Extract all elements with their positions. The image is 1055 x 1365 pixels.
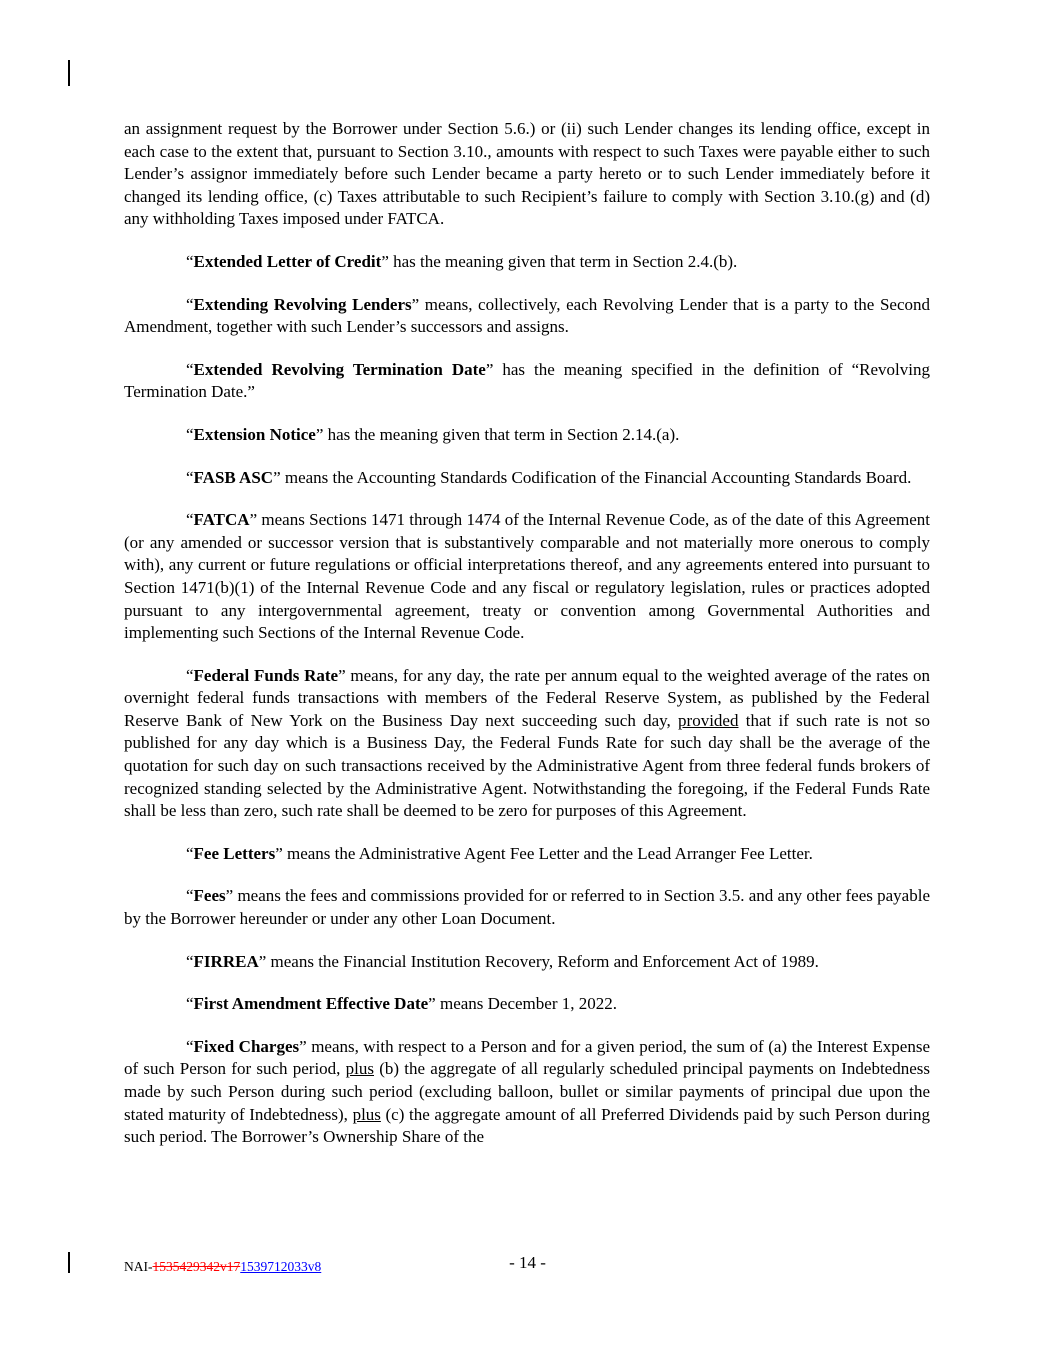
text-run: ” means Sections 1471 through 1474 of the Internal Revenue Code, as of the date of this Agreement (or any amended or successor version that is substantively comparable and not materially more onerous to comply with), any current or future regulations or official interpretations thereof, and any agreements entered into pursuant to Section 1471(b)(1) of the Internal Revenue Code and any fiscal or regulatory legislation, rules or practices adopted pursuant to any intergovernmental agreement, treaty or convention among Governmental Authorities and implementing such Sections of the Internal Revenue Code. [124,510,930,643]
text-run: ” means December 1, 2022. [428,994,617,1014]
paragraph [124,424,930,447]
document-id-inserted: 1539712033v8 [240,1259,322,1274]
text-run: ” means, with respect to a Person and for a given period, the sum of (a) the Interest Expense of such Person for such period, [124,1036,931,1079]
defined-term: Fee Letters [193,843,276,863]
document-id [124,1259,321,1275]
text-run: an assignment request by the Borrower under Section 5.6.) or (ii) such Lender changes its lending office, except in each case to the extent that, pursuant to Section 3.10., amounts with respect to such Taxes were payable either to such Lender’s assignor immediately before such Lender became a party hereto or to such Lender immediately before it changed its lending office, (c) Taxes attributable to such Recipient’s failure to comply with Section 3.10.(g) and (d) any withholding Taxes imposed under FATCA. [124,119,930,229]
document-id-deleted: 1535429342v17 [152,1259,241,1274]
paragraph [124,359,930,404]
defined-term: Fixed Charges [193,1036,300,1056]
paragraph [124,885,930,930]
defined-term: Fees [193,886,226,906]
paragraph [124,843,930,866]
text-run: ” means, collectively, each Revolving Lender that is a party to the Second Amendment, together with such Lender’s successors and assigns. [124,294,930,337]
paragraph [124,118,930,231]
underlined-text: plus [352,1104,381,1124]
defined-term: Extended Letter of Credit [193,251,382,271]
paragraph [124,509,930,645]
defined-term: Extending Revolving Lenders [193,294,412,314]
defined-term: FASB ASC [193,467,274,487]
defined-term: Federal Funds Rate [193,665,339,685]
text-run: “ [186,843,194,863]
document-id-prefix: NAI- [124,1259,153,1274]
defined-term: Extended Revolving Termination Date [193,359,486,379]
text-run: “ [186,467,194,487]
paragraph [124,665,930,823]
defined-term: Extension Notice [193,424,316,444]
text-run: “ [186,665,194,685]
text-run: ” means the Accounting Standards Codification of the Financial Accounting Standards Board. [273,467,912,487]
text-run: “ [186,294,194,314]
paragraph [124,251,930,274]
text-run: ” has the meaning given that term in Section 2.14.(a). [315,424,680,444]
text-run: “ [186,251,194,271]
text-run: ” means, for any day, the rate per annum equal to the weighted average of the rates on overnight federal funds transactions with members of the Federal Reserve System, as published by the Federal Reserve Bank of New York on the Business Day next succeeding such day, [124,665,930,730]
page-footer [0,1253,1055,1283]
underlined-text: plus [345,1059,374,1079]
text-run: “ [186,994,194,1014]
text-run: “ [186,424,194,444]
text-run: that if such rate is not so published for any day which is a Business Day, the Federal Funds Rate for such day shall be the average of the quotation for such day on such transactions received by the Administrative Agent from three federal funds brokers of recognized standing selected by the Administrative Agent. Notwithstanding the foregoing, if the Federal Funds Rate shall be less than zero, such rate shall be deemed to be zero for purposes of this Agreement. [124,710,930,821]
text-run: (c) the aggregate amount of all Preferred Dividends paid by such Person during such period. The Borrower’s Ownership Share of the [124,1104,931,1147]
text-run: “ [186,510,194,530]
defined-term: FIRREA [193,951,259,971]
underlined-text: provided [678,710,739,730]
text-run: (b) the aggregate of all regularly scheduled principal payments on Indebtedness made by such Person during such period (excluding balloon, bullet or similar payments of principal due upon the stated maturity of Indebtedness), [124,1059,930,1124]
page-number: - 14 - [509,1253,546,1272]
text-run: ” means the fees and commissions provided for or referred to in Section 3.5. and any other fees payable by the Borrower hereunder or under any other Loan Document. [124,886,930,929]
text-run: ” has the meaning given that term in Section 2.4.(b). [381,251,738,271]
document-body [124,118,930,1169]
paragraph [124,951,930,974]
paragraph [124,1036,930,1149]
paragraph [124,294,930,339]
paragraph [124,467,930,490]
paragraph [124,993,930,1016]
text-run: “ [186,359,194,379]
revision-change-bar-bottom [68,1252,70,1273]
text-run: ” has the meaning specified in the definition of “Revolving Termination Date.” [124,359,931,402]
defined-term: FATCA [193,510,250,530]
text-run: “ [186,951,194,971]
text-run: ” means the Administrative Agent Fee Letter and the Lead Arranger Fee Letter. [275,843,813,863]
text-run: “ [186,1036,194,1056]
text-run: “ [186,886,194,906]
revision-change-bar-top [68,60,70,86]
defined-term: First Amendment Effective Date [193,994,429,1014]
text-run: ” means the Financial Institution Recovery, Reform and Enforcement Act of 1989. [258,951,819,971]
